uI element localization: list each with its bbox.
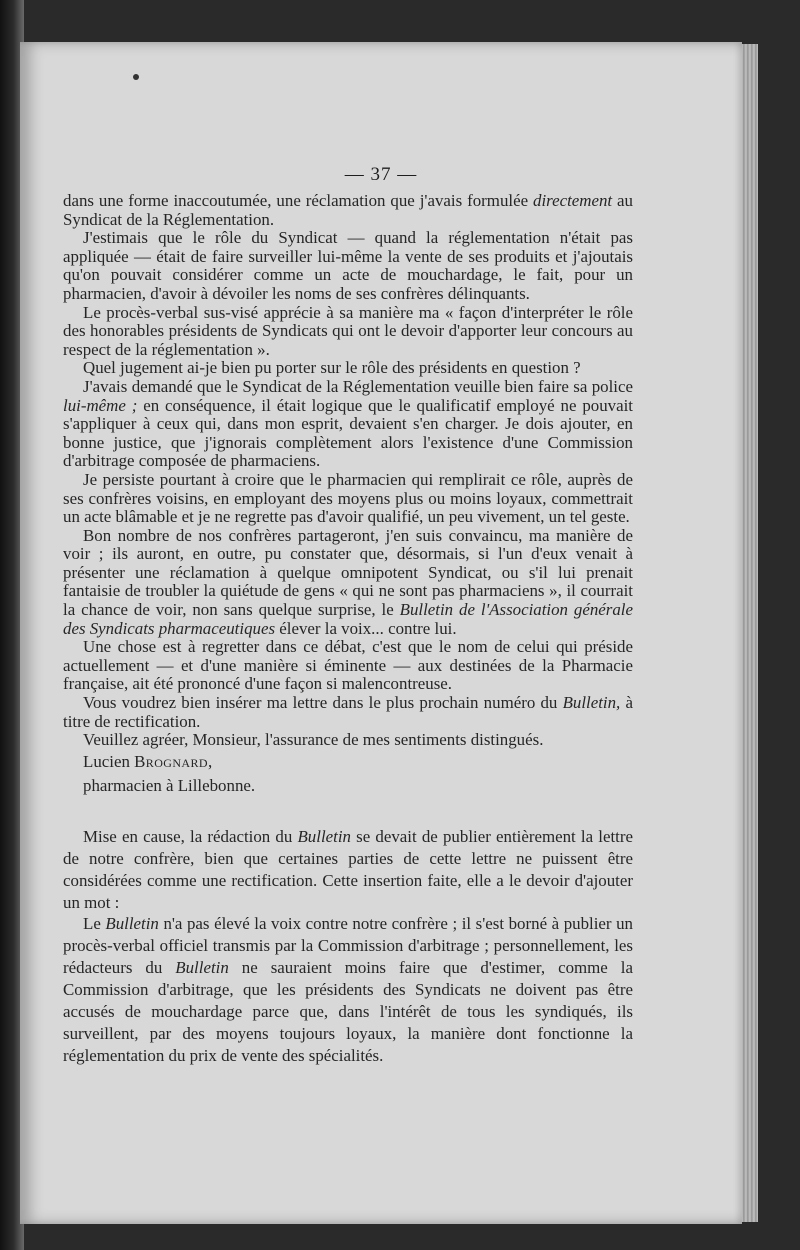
signature-title: pharmacien à Lillebonne. [83,775,256,795]
page-edges [740,44,758,1222]
text-run: ne sauraient moins faire que d'estimer, comme la Commission d'arbitrage, que les présidents des Syndicats ne doivent pas être accusés de mouchardage parce que, dans l'intérêt de tous les syndiqués, ils surveillent, par des moyens toujours loyaux, la manière dont fonctionne la réglementation du prix de vente des spécialités. [63,958,633,1065]
letter-text [63,192,633,1067]
text-run: à titre de rectification. [63,693,633,731]
editorial-reply [63,826,633,1067]
signature-name [63,750,633,774]
paragraph [63,192,633,229]
paragraph: Veuillez agréer, Monsieur, l'assurance de mes sentiments distingués. [83,730,544,750]
paragraph: Je persiste pourtant à croire que le pharmacien qui remplirait ce rôle, auprès de ses confrères voisins, en employant des moyens plus ou moins loyaux, commettrait un acte blâmable et je ne regrette pas d'avoir qualifié, un peu vivement, un tel geste. [63,469,633,527]
italic-text: Bulletin de l'Association générale des Syndicats pharmaceutiques [63,600,633,638]
text-run: Mise en cause, la rédaction du [83,826,298,846]
text-run: n'a pas élevé la voix contre notre confrère ; il s'est borné à publier un procès-verbal officiel transmis par la Commission d'arbitrage ; personnellement, les rédacteurs du [63,914,633,978]
italic-text: Bulletin [297,826,351,846]
page-number: — 37 — [344,164,418,185]
italic-text: Bulletin [105,914,159,934]
section-spacer [63,798,633,826]
paragraph [63,913,633,1066]
text-run: en conséquence, il était logique que le qualificatif employé ne pouvait s'appliquer à ceux qui, dans mon esprit, devaient s'en charger. Je dois ajouter, en bonne justice, que j'ignorais complètement alors l'existence d'une Commission d'arbitrage composée de pharmaciens. [63,395,633,471]
book-page [20,42,742,1224]
text-run: Vous voudrez bien insérer ma lettre dans le plus prochain numéro du [83,693,563,713]
signature-first-name: Lucien [83,751,130,771]
text-run: Bon nombre de nos confrères partageront, j'en suis convaincu, ma manière de voir ; ils auront, en outre, pu constater que, désormais, si l'un d'eux venait à présenter une réclamation à quelque omnipotent Syndicat, ou s'il lui prenait fantaisie de troubler la quiétude de gens « qui ne sont pas pharmaciens », il courrait la chance de voir, non sans quelque surprise, le [63,525,633,620]
paragraph: Le procès-verbal sus-visé apprécie à sa manière ma « façon d'interpréter le rôle des honorables présidents de Syndicats qui ont le devoir d'apporter leur concours au respect de la réglementation ». [63,302,633,359]
text-run: élever la voix... contre lui. [275,618,457,638]
paragraph [63,826,633,914]
italic-text: lui-même ; [63,395,138,415]
paragraph [63,527,633,639]
paragraph [63,378,633,471]
ink-dot [133,74,139,80]
paragraph [63,694,633,731]
italic-text: directement [533,191,613,210]
text-run: Le [83,914,106,934]
paragraph: Une chose est à regretter dans ce débat, c'est que le nom de celui qui préside actuellement — et d'une manière si éminente — aux destinées de la Pharmacie française, ait été prononcé d'une façon si malencontreuse. [63,637,633,694]
signature-last-name: Brognard, [134,751,213,771]
italic-text: Bulletin [175,958,229,978]
italic-text: Bulletin, [562,693,621,713]
paragraph: Quel jugement ai-je bien pu porter sur le rôle des présidents en question ? [83,358,581,378]
paragraph: J'estimais que le rôle du Syndicat — quand la réglementation n'était pas appliquée — était de faire surveiller lui-même la vente de ses produits et j'ajoutais qu'on pouvait considérer comme un acte de mouchardage, le fait, pour un pharmacien, d'avoir à dévoiler les noms de ses confrères délinquants. [63,228,633,303]
text-run: se devait de publier entièrement la lettre de notre confrère, bien que certaines parties de cette lettre ne puissent être considérées comme une rectification. Cette insertion faite, elle a le devoir d'ajouter un mot : [63,826,633,912]
text-run: J'avais demandé que le Syndicat de la Réglementation veuille bien faire sa police [83,376,633,396]
text-run: dans une forme inaccoutumée, une réclamation que j'avais formulée [63,191,534,210]
text-run: au Syndicat de la Réglementation. [63,191,634,229]
